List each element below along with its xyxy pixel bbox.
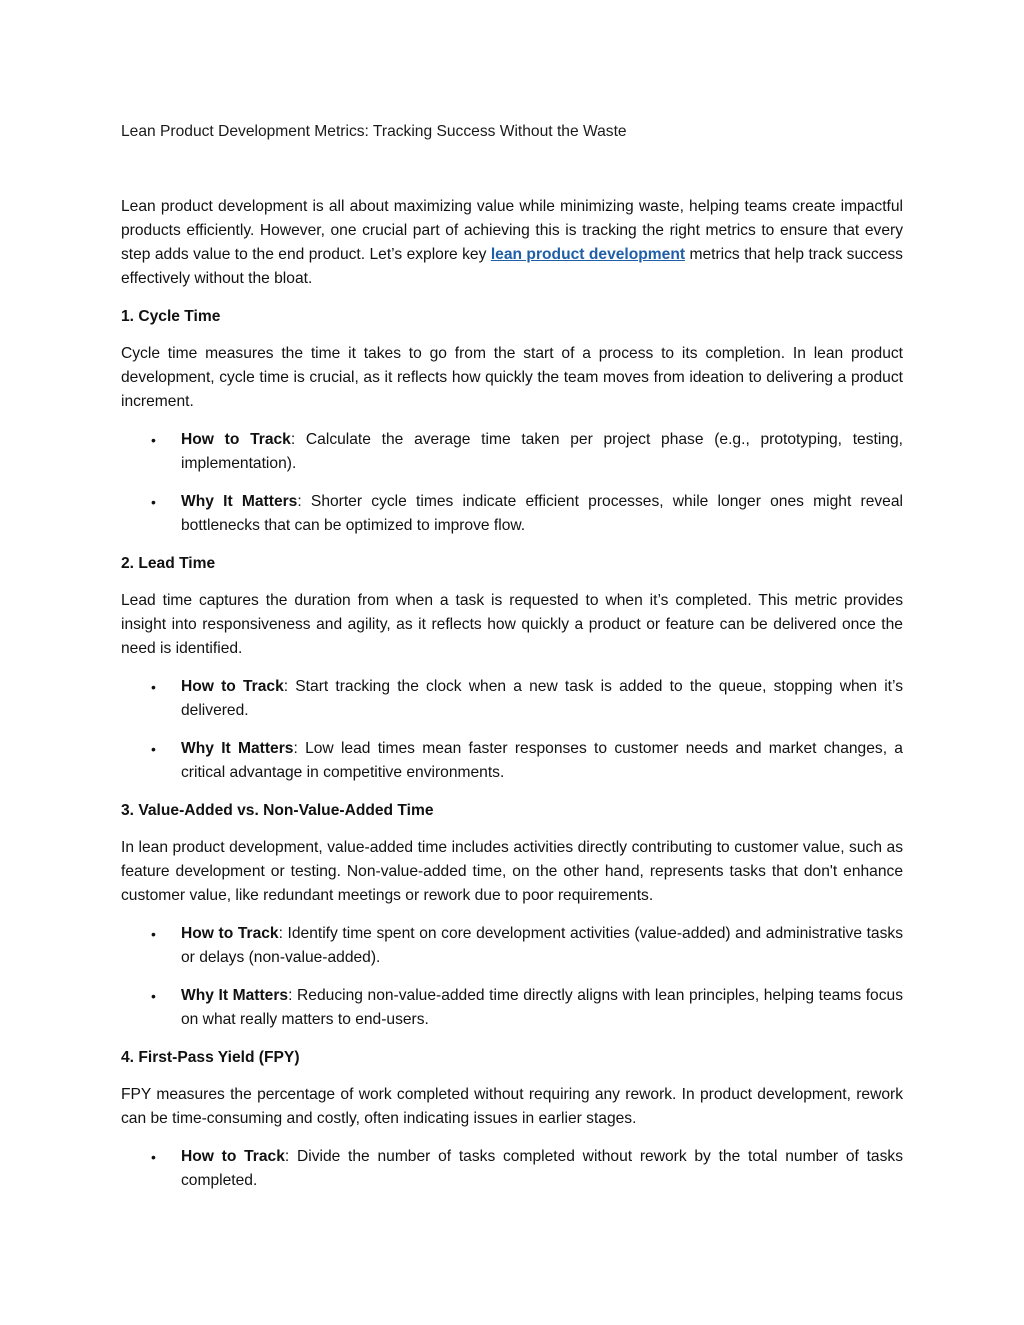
section-heading-value-added-time: 3. Value-Added vs. Non-Value-Added Time xyxy=(121,802,434,819)
bullet-text: : Start tracking the clock when a new task is added to the queue, stopping when it’s delivered. xyxy=(181,678,903,719)
list-item xyxy=(121,675,903,723)
list-item xyxy=(121,737,903,785)
bullet-icon: • xyxy=(151,926,156,942)
bullet-icon: • xyxy=(151,432,156,448)
bullet-icon: • xyxy=(151,1149,156,1165)
list-item xyxy=(121,984,903,1032)
intro-text-end: metrics that help track success effectively without the bloat. xyxy=(121,246,903,287)
bullet-label: How to Track xyxy=(181,678,284,695)
bullet-icon: • xyxy=(151,741,156,757)
bullet-label: Why It Matters xyxy=(181,740,294,757)
document-page xyxy=(121,120,903,1207)
section-body-lead-time: Lead time captures the duration from when a task is requested to when it’s completed. This metric provides insight into responsiveness and agility, as it reflects how quickly a product or feature can be delivered once the need is identified. xyxy=(121,592,903,657)
bullet-text: : Identify time spent on core development activities (value-added) and administrative tasks or delays (non-value-added). xyxy=(181,925,903,966)
bullet-list-value-added-time xyxy=(121,922,903,1032)
section-body-cycle-time: Cycle time measures the time it takes to go from the start of a process to its completion. In lean product development, cycle time is crucial, as it reflects how quickly the team moves from ideation to delivering a product increment. xyxy=(121,345,903,410)
bullet-list-lead-time xyxy=(121,675,903,785)
bullet-label: How to Track xyxy=(181,925,279,942)
bullet-icon: • xyxy=(151,679,156,695)
section-heading-first-pass-yield: 4. First-Pass Yield (FPY) xyxy=(121,1049,300,1066)
list-item xyxy=(121,428,903,476)
section-body-first-pass-yield: FPY measures the percentage of work completed without requiring any rework. In product development, rework can be time-consuming and costly, often indicating issues in earlier stages. xyxy=(121,1086,903,1127)
bullet-label: How to Track xyxy=(181,1148,285,1165)
section-heading-cycle-time: 1. Cycle Time xyxy=(121,308,221,325)
bullet-icon: • xyxy=(151,988,156,1004)
bullet-icon: • xyxy=(151,494,156,510)
bullet-text: : Shorter cycle times indicate efficient processes, while longer ones might reveal bottlenecks that can be optimized to improve flow. xyxy=(181,493,903,534)
document-title: Lean Product Development Metrics: Tracking Success Without the Waste xyxy=(121,123,627,140)
section-body-value-added-time: In lean product development, value-added time includes activities directly contributing to customer value, such as feature development or testing. Non-value-added time, on the other hand, represents tasks that don't enhance customer value, like redundant meetings or rework due to poor requirements. xyxy=(121,839,903,904)
list-item xyxy=(121,922,903,970)
bullet-text: : Divide the number of tasks completed without rework by the total number of tasks completed. xyxy=(181,1148,903,1189)
intro-text-start: Lean product development is all about maximizing value while minimizing waste, helping teams create impactful products efficiently. However, one crucial part of achieving this is tracking the right metrics to ensure that every step adds value to the end product. Let’s explore key xyxy=(121,198,903,263)
intro-paragraph xyxy=(121,195,903,291)
bullet-label: How to Track xyxy=(181,431,291,448)
bullet-label: Why It Matters xyxy=(181,987,289,1004)
bullet-text: : Calculate the average time taken per project phase (e.g., prototyping, testing, implementation). xyxy=(181,431,903,472)
bullet-text: : Low lead times mean faster responses to customer needs and market changes, a critical advantage in competitive environments. xyxy=(181,740,903,781)
bullet-list-first-pass-yield xyxy=(121,1145,903,1193)
list-item xyxy=(121,490,903,538)
lean-product-development-link[interactable]: lean product development xyxy=(490,246,686,263)
bullet-text: : Reducing non-value-added time directly aligns with lean principles, helping teams focus on what really matters to end-users. xyxy=(181,987,903,1028)
list-item xyxy=(121,1145,903,1193)
section-heading-lead-time: 2. Lead Time xyxy=(121,555,216,572)
bullet-list-cycle-time xyxy=(121,428,903,538)
bullet-label: Why It Matters xyxy=(181,493,298,510)
